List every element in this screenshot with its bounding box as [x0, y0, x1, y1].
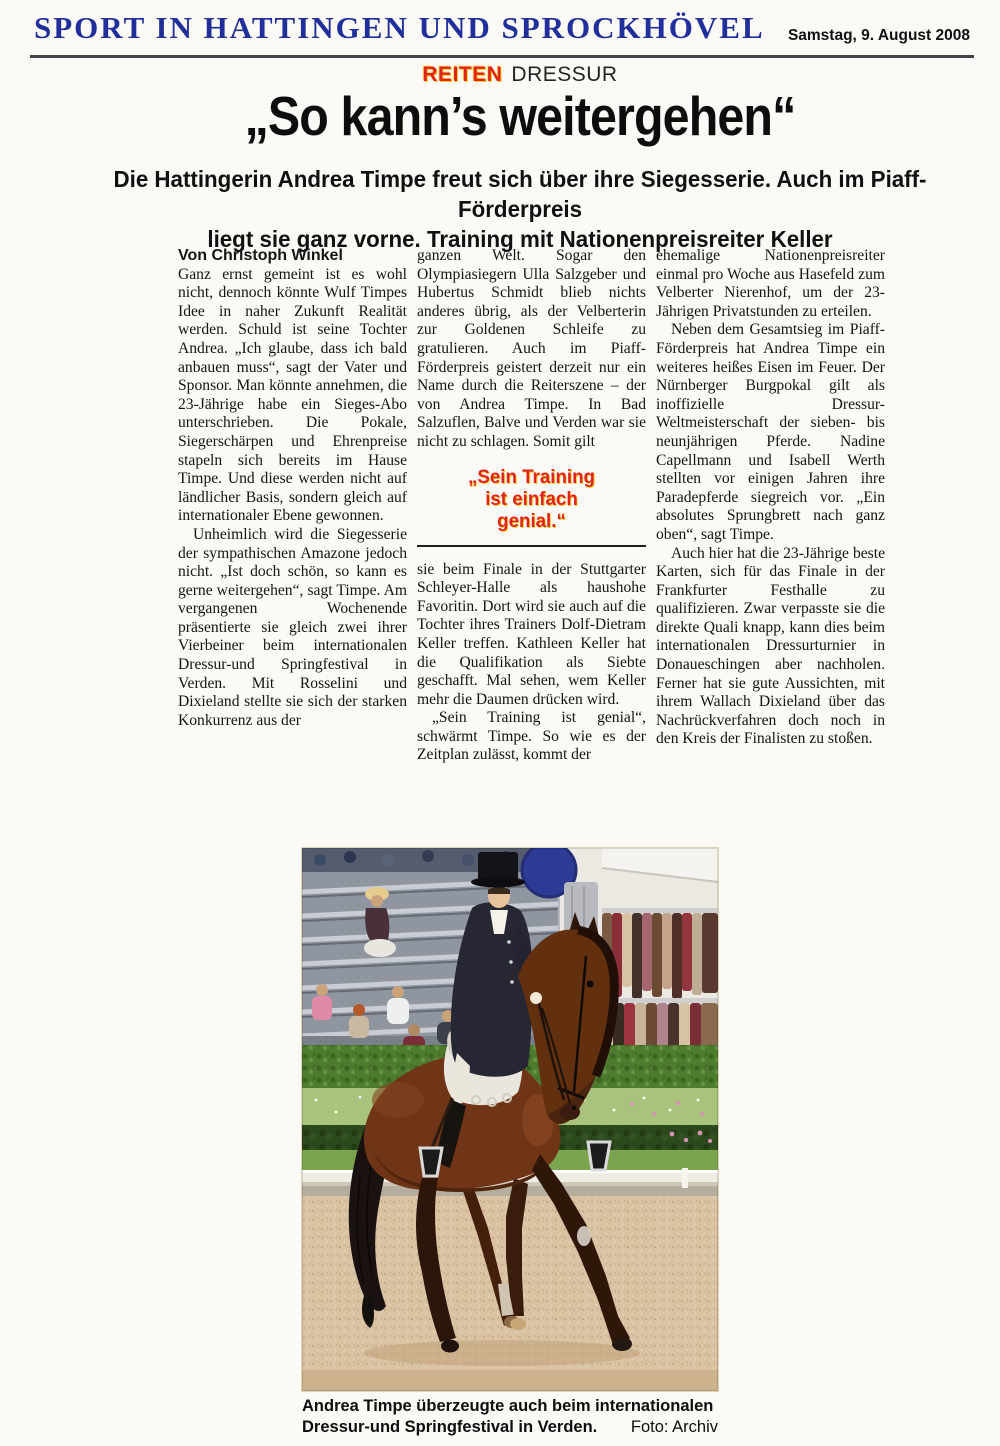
pull-quote	[422, 466, 642, 532]
article-photo	[302, 848, 718, 1391]
paragraph: sie beim Finale in der Stuttgarter Schleyer-Halle als haushohe Favoritin. Dort wird sie auch auf die Tochter ihres Trainers Dolf-Dietram Keller treffen. Kathleen Keller hat die Qualifikation als Siebte geschafft. Mal sehen, wem Keller mehr die Daumen drücken wird.	[417, 560, 646, 708]
subhead	[64, 164, 976, 254]
paragraph: ganzen Welt. Sogar den Olympiasiegern Ulla Salzgeber und Hubertus Schmidt blieb nichts anderes übrig, als der Velberterin zur Goldenen Schleife zu gratulieren. Auch im Piaff-Förderpreis geistert derzeit nur ein Name durch die Reiterszene – der von Andrea Timpe. In Bad Salzuflen, Balve und Verden war sie nicht zu schlagen. Somit gilt	[417, 247, 646, 450]
horse-eye	[587, 981, 594, 988]
pull-quote-rule	[417, 545, 646, 547]
kicker-sport: REITEN	[422, 63, 503, 86]
stirrup-iron	[420, 1148, 442, 1176]
photo-illustration	[302, 848, 718, 1391]
paragraph: ehemalige Nationenpreisreiter einmal pro Woche aus Hasefeld zum Velberter Nierenhof, um der 23-Jährigen Privatstunden zu erteilen.	[656, 247, 885, 320]
pull-quote-line: genial.“	[497, 509, 566, 532]
masthead-date: Samstag, 9. August 2008	[787, 27, 970, 44]
byline: Von Christoph Winkel	[178, 247, 343, 264]
caption-text: Andrea Timpe überzeugte auch beim internationalen Dressur-und Springfestival in Verden.	[302, 1397, 714, 1436]
headline: „So kann’s weitergehen“	[244, 85, 796, 147]
paragraph: Auch hier hat die 23-Jährige beste Karten, sich für das Finale in der Frankfurter Festhalle zu qualifizieren. Zwar verpasste sie die direkte Quali knapp, kann dies beim internationalen Dressurturnier in Donaueschingen aber nachholen. Ferner hat sie gute Aussichten, mit ihrem Wallach Dixieland über das Nachrückverfahren doch noch in den Kreis der Finalisten zu stoßen.	[656, 544, 885, 748]
photo-credit: Foto: Archiv	[630, 1418, 718, 1436]
pull-quote-line: „Sein Training	[468, 465, 595, 488]
stirrup-iron-offside	[588, 1142, 610, 1170]
header-rule	[30, 55, 974, 58]
subhead-line-2: liegt sie ganz vorne. Training mit Nationenpreisreiter Keller	[207, 226, 833, 252]
horse-shadow	[364, 1340, 640, 1366]
article-column-3	[656, 247, 885, 749]
rider-glove	[530, 992, 542, 1004]
paragraph: Unheimlich wird die Siegesserie der sympathischen Amazone jedoch nicht. „Ist doch schön, so kann es gerne weitergehen“, sagt Timpe. Am vergangenen Wochenende präsentierte sie gleich zwei ihrer Vierbeiner beim internationalen Dressur-und Springfestival in Verden. Mit Rosselini und Dixieland stellte sie sich der starken Konkurrenz aus der	[178, 525, 407, 729]
horse-muzzle	[560, 1104, 580, 1120]
pull-quote-line: ist einfach	[485, 487, 578, 510]
kicker-discipline: DRESSUR	[511, 63, 618, 86]
article-column-1	[178, 247, 407, 730]
kicker	[40, 63, 1000, 87]
paragraph: Neben dem Gesamtsieg im Piaff-Förderpreis hat Andrea Timpe ein weiteres heißes Eisen im Feuer. Der Nürnberger Burgpokal gilt als inoffizielle Dressur-Weltmeisterschaft der sieben- bis neunjährigen Pferde. Nadine Capellmann und Isabell Werth stellten vor einigen Jahren ihre Paradepferde siegreich vor. „Ein absolutes Sprungbrett nach ganz oben“, sagt Timpe.	[656, 321, 885, 543]
arena-sand-edge	[302, 1370, 718, 1391]
paragraph: Ganz ernst gemeint ist es wohl nicht, dennoch könnte Wulf Timpes Idee in naher Zukunft Realität werden. Schuld ist seine Tochter Andrea. „Ich glaube, dass ich bald anbauen muss“, sagt der Vater und Sponsor. Man könnte annehmen, die 23-Jährige habe ein Sieges-Abo unterschrieben. Die Pokale, Siegerschärpen und Ehrenpreise stapeln sich bereits im Hause Timpe. Und diese werden nicht auf ländlicher Basis, sondern gleich auf internationaler Ebene gewonnen.	[178, 265, 407, 525]
coat-row-upper	[602, 913, 718, 999]
article-column-2	[417, 247, 646, 765]
photo-caption	[302, 1396, 718, 1438]
masthead-title: SPORT IN HATTINGEN UND SPROCKHÖVEL	[34, 10, 765, 45]
paragraph: „Sein Training ist genial“, schwärmt Timpe. So wie es der Zeitplan zulässt, kommt der	[417, 709, 646, 764]
subhead-line-1: Die Hattingerin Andrea Timpe freut sich über ihre Siegesserie. Auch im Piaff-Förderpreis	[113, 166, 927, 222]
